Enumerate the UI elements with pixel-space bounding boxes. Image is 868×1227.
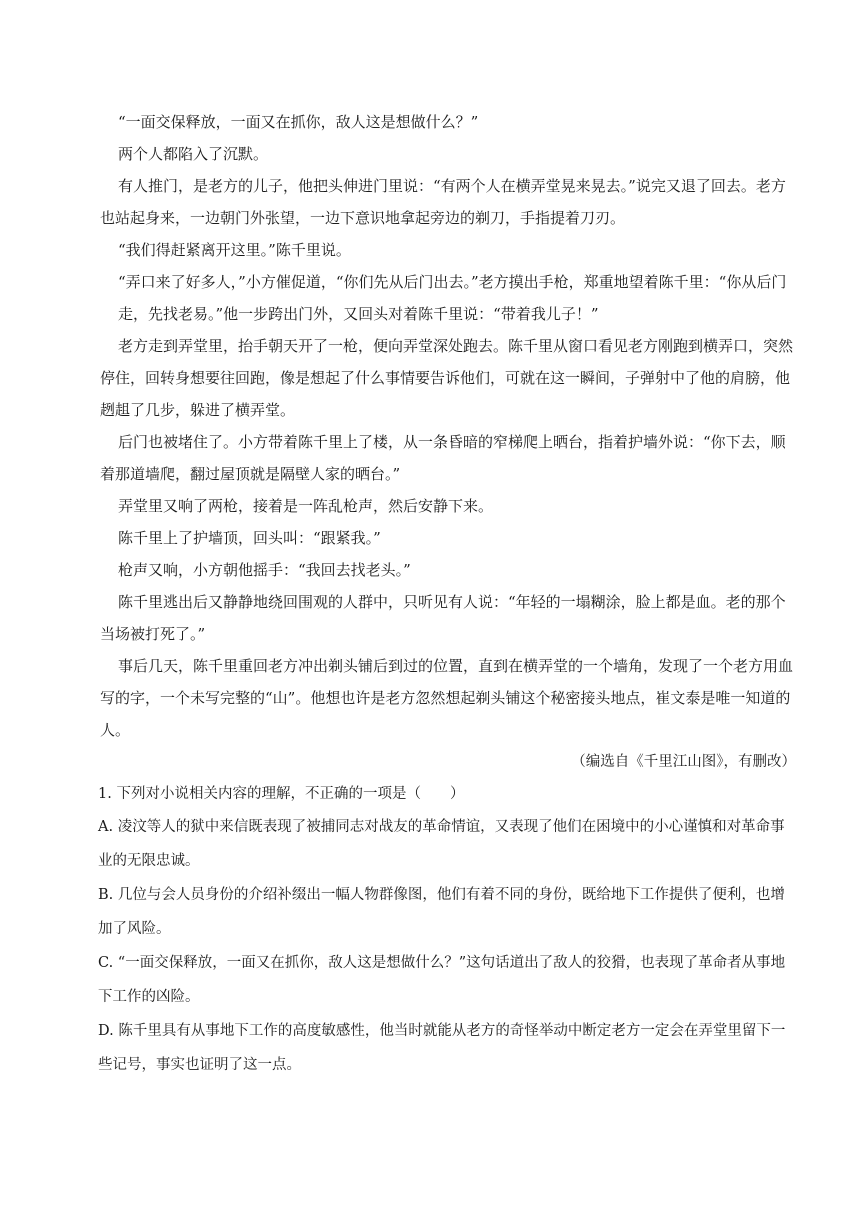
option-c: C. “一面交保释放，一面又在抓你，敌人这是想做什么？”这句话道出了敌人的狡猾，也表现了革命者从事地下工作的凶险。 bbox=[98, 955, 786, 1005]
paragraph: “一面交保释放，一面又在抓你，敌人这是想做什么？” bbox=[118, 113, 479, 131]
paragraph: 老方走到弄堂里，抬手朝天开了一枪，便向弄堂深处跑去。陈千里从窗口看见老方刚跑到横弄口，突然停住，回转身想要往回跑，像是想起了什么事情要告诉他们，可就在这一瞬间，子弹射中了他的肩膀，他趔趄了几步，躲进了横弄堂。 bbox=[100, 337, 794, 419]
paragraph: 有人推门，是老方的儿子，他把头伸进门里说：“有两个人在横弄堂晃来晃去。”说完又退了回去。老方也站起身来，一边朝门外张望，一边下意识地拿起旁边的剃刀，手指提着刀刃。 bbox=[100, 177, 786, 227]
paragraph: 后门也被堵住了。小方带着陈千里上了楼，从一条昏暗的窄梯爬上晒台，指着护墙外说：“你下去，顺着那道墙爬，翻过屋顶就是隔壁人家的晒台。” bbox=[100, 433, 786, 483]
paragraph: 事后几天，陈千里重回老方冲出剃头铺后到过的位置，直到在横弄堂的一个墙角，发现了一个老方用血写的字，一个未写完整的“山”。他想也许是老方忽然想起剃头铺这个秘密接头地点，崔文泰是唯一知道的人。 bbox=[100, 657, 794, 739]
story-excerpt bbox=[100, 106, 798, 746]
paragraph: 两个人都陷入了沉默。 bbox=[118, 145, 269, 163]
paragraph: “我们得赶紧离开这里。”陈千里说。 bbox=[118, 241, 351, 259]
paragraph: 陈千里上了护墙顶，回头叫：“跟紧我。” bbox=[118, 529, 381, 547]
paragraph: 陈千里逃出后又静静地绕回围观的人群中，只听见有人说：“年轻的一塌糊涂，脸上都是血。老的那个当场被打死了。” bbox=[100, 593, 786, 643]
question-block bbox=[100, 778, 798, 1082]
option-d: D. 陈千里具有从事地下工作的高度敏感性，他当时就能从老方的奇怪举动中断定老方一定会在弄堂里留下一些记号，事实也证明了这一点。 bbox=[98, 1023, 786, 1073]
paragraph: 弄堂里又响了两枪，接着是一阵乱枪声，然后安静下来。 bbox=[118, 497, 494, 515]
option-b: B. 几位与会人员身份的介绍补缀出一幅人物群像图，他们有着不同的身份，既给地下工作提供了便利，也增加了风险。 bbox=[98, 887, 785, 937]
paragraph: “弄口来了好多人，”小方催促道，“你们先从后门出去。”老方摸出手枪，郑重地望着陈千里：“你从后门走，先找老易。”他一步跨出门外，又回头对着陈千里说：“带着我儿子！” bbox=[118, 273, 787, 323]
source-attribution: （编选自《千里江山图》，有删改） bbox=[571, 754, 796, 770]
option-a: A. 凌汶等人的狱中来信既表现了被捕同志对战友的革命情谊，又表现了他们在困境中的小心谨慎和对革命事业的无限忠诚。 bbox=[98, 819, 785, 869]
paragraph: 枪声又响，小方朝他摇手：“我回去找老头。” bbox=[118, 561, 411, 579]
question-stem: 1. 下列对小说相关内容的理解，不正确的一项是（ ） bbox=[98, 786, 465, 802]
